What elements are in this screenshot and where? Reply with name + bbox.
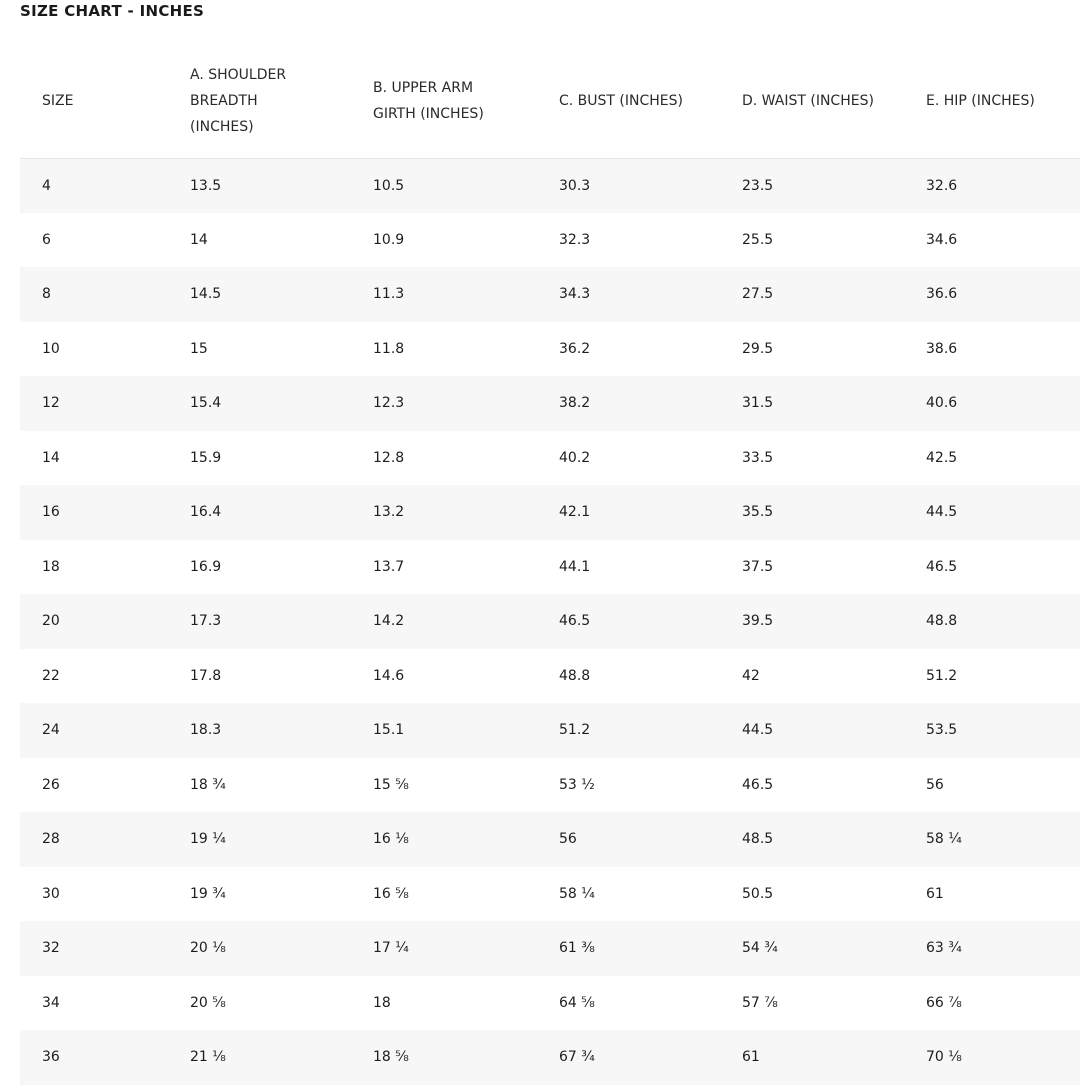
cell-bust: 46.5 xyxy=(537,594,720,649)
table-row xyxy=(20,758,1080,813)
cell-upper-arm-girth: 11.3 xyxy=(351,267,537,322)
cell-hip: 53.5 xyxy=(904,703,1080,758)
cell-size: 12 xyxy=(20,376,168,431)
cell-bust: 61 ⅜ xyxy=(537,921,720,976)
table-row xyxy=(20,322,1080,377)
cell-waist: 42 xyxy=(720,649,904,704)
cell-shoulder-breadth: 20 ⅛ xyxy=(168,921,351,976)
cell-hip: 44.5 xyxy=(904,485,1080,540)
cell-hip: 46.5 xyxy=(904,540,1080,595)
cell-shoulder-breadth: 15.4 xyxy=(168,376,351,431)
cell-bust: 56 xyxy=(537,812,720,867)
cell-upper-arm-girth: 17 ¼ xyxy=(351,921,537,976)
cell-waist: 33.5 xyxy=(720,431,904,486)
cell-hip: 61 xyxy=(904,867,1080,922)
cell-upper-arm-girth: 11.8 xyxy=(351,322,537,377)
cell-shoulder-breadth: 15.9 xyxy=(168,431,351,486)
cell-hip: 51.2 xyxy=(904,649,1080,704)
table-row xyxy=(20,213,1080,268)
cell-bust: 58 ¼ xyxy=(537,867,720,922)
cell-waist: 25.5 xyxy=(720,213,904,268)
cell-bust: 64 ⅝ xyxy=(537,976,720,1031)
cell-shoulder-breadth: 13.5 xyxy=(168,158,351,213)
cell-hip: 63 ¾ xyxy=(904,921,1080,976)
cell-size: 22 xyxy=(20,649,168,704)
cell-hip: 32.6 xyxy=(904,158,1080,213)
cell-upper-arm-girth: 10.5 xyxy=(351,158,537,213)
cell-size: 16 xyxy=(20,485,168,540)
header-size: SIZE xyxy=(20,44,168,158)
table-row xyxy=(20,540,1080,595)
table-header-row xyxy=(20,44,1080,158)
cell-upper-arm-girth: 15 ⅝ xyxy=(351,758,537,813)
cell-bust: 48.8 xyxy=(537,649,720,704)
cell-waist: 46.5 xyxy=(720,758,904,813)
cell-upper-arm-girth: 13.2 xyxy=(351,485,537,540)
size-chart-table xyxy=(20,44,1080,1085)
cell-hip: 38.6 xyxy=(904,322,1080,377)
cell-hip: 40.6 xyxy=(904,376,1080,431)
cell-bust: 44.1 xyxy=(537,540,720,595)
cell-size: 36 xyxy=(20,1030,168,1085)
cell-upper-arm-girth: 12.8 xyxy=(351,431,537,486)
table-row xyxy=(20,594,1080,649)
table-body xyxy=(20,158,1080,1085)
cell-waist: 27.5 xyxy=(720,267,904,322)
cell-upper-arm-girth: 10.9 xyxy=(351,213,537,268)
cell-size: 8 xyxy=(20,267,168,322)
cell-shoulder-breadth: 21 ⅛ xyxy=(168,1030,351,1085)
cell-size: 14 xyxy=(20,431,168,486)
cell-shoulder-breadth: 19 ¾ xyxy=(168,867,351,922)
table-row xyxy=(20,649,1080,704)
cell-bust: 67 ¾ xyxy=(537,1030,720,1085)
header-bust: C. BUST (INCHES) xyxy=(537,44,720,158)
cell-waist: 37.5 xyxy=(720,540,904,595)
cell-upper-arm-girth: 15.1 xyxy=(351,703,537,758)
cell-bust: 30.3 xyxy=(537,158,720,213)
cell-bust: 42.1 xyxy=(537,485,720,540)
cell-bust: 51.2 xyxy=(537,703,720,758)
cell-waist: 44.5 xyxy=(720,703,904,758)
table-row xyxy=(20,976,1080,1031)
header-waist: D. WAIST (INCHES) xyxy=(720,44,904,158)
cell-size: 20 xyxy=(20,594,168,649)
cell-hip: 36.6 xyxy=(904,267,1080,322)
cell-shoulder-breadth: 17.8 xyxy=(168,649,351,704)
table-row xyxy=(20,267,1080,322)
cell-size: 6 xyxy=(20,213,168,268)
cell-shoulder-breadth: 18 ¾ xyxy=(168,758,351,813)
cell-waist: 57 ⅞ xyxy=(720,976,904,1031)
table-row xyxy=(20,921,1080,976)
cell-hip: 70 ⅛ xyxy=(904,1030,1080,1085)
cell-waist: 54 ¾ xyxy=(720,921,904,976)
cell-upper-arm-girth: 14.6 xyxy=(351,649,537,704)
table-row xyxy=(20,812,1080,867)
cell-shoulder-breadth: 16.9 xyxy=(168,540,351,595)
cell-waist: 39.5 xyxy=(720,594,904,649)
cell-bust: 36.2 xyxy=(537,322,720,377)
cell-shoulder-breadth: 16.4 xyxy=(168,485,351,540)
cell-waist: 23.5 xyxy=(720,158,904,213)
cell-size: 34 xyxy=(20,976,168,1031)
cell-hip: 58 ¼ xyxy=(904,812,1080,867)
cell-shoulder-breadth: 14 xyxy=(168,213,351,268)
header-shoulder-breadth-label: A. SHOULDER BREADTH (INCHES) xyxy=(190,66,287,135)
cell-size: 24 xyxy=(20,703,168,758)
cell-upper-arm-girth: 13.7 xyxy=(351,540,537,595)
cell-shoulder-breadth: 14.5 xyxy=(168,267,351,322)
cell-upper-arm-girth: 14.2 xyxy=(351,594,537,649)
cell-size: 32 xyxy=(20,921,168,976)
cell-bust: 32.3 xyxy=(537,213,720,268)
cell-bust: 40.2 xyxy=(537,431,720,486)
header-shoulder-breadth xyxy=(168,44,351,158)
table-row xyxy=(20,376,1080,431)
header-hip: E. HIP (INCHES) xyxy=(904,44,1080,158)
cell-waist: 31.5 xyxy=(720,376,904,431)
table-row xyxy=(20,1030,1080,1085)
cell-bust: 53 ½ xyxy=(537,758,720,813)
cell-size: 18 xyxy=(20,540,168,595)
table-row xyxy=(20,158,1080,213)
cell-size: 10 xyxy=(20,322,168,377)
page-title: SIZE CHART - INCHES xyxy=(20,2,205,20)
cell-upper-arm-girth: 18 xyxy=(351,976,537,1031)
cell-upper-arm-girth: 18 ⅝ xyxy=(351,1030,537,1085)
table-row xyxy=(20,431,1080,486)
cell-size: 4 xyxy=(20,158,168,213)
table-row xyxy=(20,867,1080,922)
cell-waist: 29.5 xyxy=(720,322,904,377)
cell-size: 30 xyxy=(20,867,168,922)
header-upper-arm-girth xyxy=(351,44,537,158)
cell-shoulder-breadth: 15 xyxy=(168,322,351,377)
table-row xyxy=(20,703,1080,758)
cell-waist: 61 xyxy=(720,1030,904,1085)
cell-upper-arm-girth: 16 ⅝ xyxy=(351,867,537,922)
cell-hip: 48.8 xyxy=(904,594,1080,649)
cell-bust: 34.3 xyxy=(537,267,720,322)
cell-waist: 35.5 xyxy=(720,485,904,540)
cell-size: 28 xyxy=(20,812,168,867)
cell-hip: 66 ⅞ xyxy=(904,976,1080,1031)
cell-shoulder-breadth: 17.3 xyxy=(168,594,351,649)
cell-hip: 56 xyxy=(904,758,1080,813)
header-upper-arm-girth-label: B. UPPER ARM GIRTH (INCHES) xyxy=(373,79,484,122)
cell-hip: 42.5 xyxy=(904,431,1080,486)
cell-upper-arm-girth: 12.3 xyxy=(351,376,537,431)
table-row xyxy=(20,485,1080,540)
cell-upper-arm-girth: 16 ⅛ xyxy=(351,812,537,867)
cell-shoulder-breadth: 18.3 xyxy=(168,703,351,758)
cell-size: 26 xyxy=(20,758,168,813)
cell-shoulder-breadth: 20 ⅝ xyxy=(168,976,351,1031)
cell-bust: 38.2 xyxy=(537,376,720,431)
cell-hip: 34.6 xyxy=(904,213,1080,268)
cell-shoulder-breadth: 19 ¼ xyxy=(168,812,351,867)
cell-waist: 50.5 xyxy=(720,867,904,922)
cell-waist: 48.5 xyxy=(720,812,904,867)
